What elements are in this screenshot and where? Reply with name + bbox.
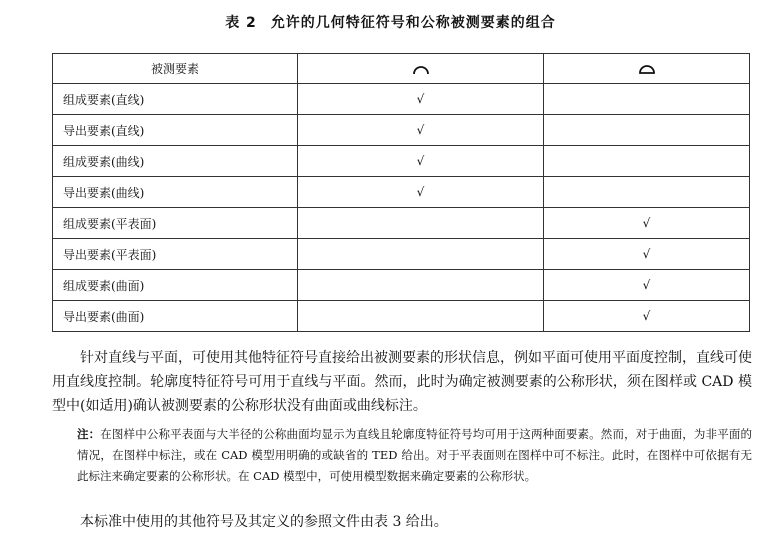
table-row — [53, 270, 750, 301]
surface-profile-cell: √ — [544, 208, 750, 239]
note-text: 在图样中公称平表面与大半径的公称曲面均显示为直线且轮廓度特征符号均可用于这两种面要素。然而，对于曲面，为非平面的情况，在图样中标注，或在 CAD 模型用明确的或缺省的 TED 给出。对于平表面则在图样中可不标注。此时，在图样中可依据有无此标注来确定要素的公称形状。在 CAD 模型中，可使用模型数据来确定要素的公称形状。 — [77, 427, 752, 483]
table-row — [53, 301, 750, 332]
row-label: 组成要素(平表面) — [53, 208, 298, 239]
table-row — [53, 208, 750, 239]
surface-profile-cell — [544, 146, 750, 177]
surface-profile-cell — [544, 115, 750, 146]
header-surface-profile — [544, 54, 750, 84]
table-header-row — [53, 54, 750, 84]
row-label: 导出要素(曲线) — [53, 177, 298, 208]
line-profile-cell — [298, 239, 544, 270]
table-number: 表 2 — [225, 15, 257, 31]
row-label: 导出要素(曲面) — [53, 301, 298, 332]
note-label: 注： — [77, 427, 101, 441]
table-row — [53, 115, 750, 146]
table-caption: 允许的几何特征符号和公称被测要素的组合 — [270, 15, 556, 31]
profile-any-line-icon — [412, 63, 430, 75]
row-label: 导出要素(直线) — [53, 115, 298, 146]
line-profile-cell: √ — [298, 115, 544, 146]
row-label: 导出要素(平表面) — [53, 239, 298, 270]
line-profile-cell — [298, 301, 544, 332]
surface-profile-cell: √ — [544, 239, 750, 270]
row-label: 组成要素(曲线) — [53, 146, 298, 177]
table-row — [53, 84, 750, 115]
note-block — [77, 424, 752, 487]
line-profile-cell: √ — [298, 146, 544, 177]
header-line-profile — [298, 54, 544, 84]
row-label: 组成要素(曲面) — [53, 270, 298, 301]
line-profile-cell — [298, 270, 544, 301]
line-profile-cell: √ — [298, 84, 544, 115]
combination-table — [52, 53, 750, 332]
row-label: 组成要素(直线) — [53, 84, 298, 115]
table-title — [0, 12, 781, 32]
body-paragraph-1: 针对直线与平面，可使用其他特征符号直接给出被测要素的形状信息，例如平面可使用平面度控制，直线可使用直线度控制。轮廓度特征符号可用于直线与平面。然而，此时为确定被测要素的公称形状，须在图样或 CAD 模型中(如适用)确认被测要素的公称形状没有曲面或曲线标注。 — [52, 350, 752, 414]
table-row — [53, 146, 750, 177]
line-profile-cell: √ — [298, 177, 544, 208]
table-row — [53, 177, 750, 208]
line-profile-cell — [298, 208, 544, 239]
surface-profile-cell — [544, 84, 750, 115]
surface-profile-cell: √ — [544, 301, 750, 332]
body-paragraph-2: 本标准中使用的其他符号及其定义的参照文件由表 3 给出。 — [80, 514, 448, 530]
table-row — [53, 239, 750, 270]
surface-profile-cell — [544, 177, 750, 208]
header-feature: 被测要素 — [53, 54, 298, 84]
surface-profile-cell: √ — [544, 270, 750, 301]
profile-any-surface-icon — [638, 63, 656, 75]
